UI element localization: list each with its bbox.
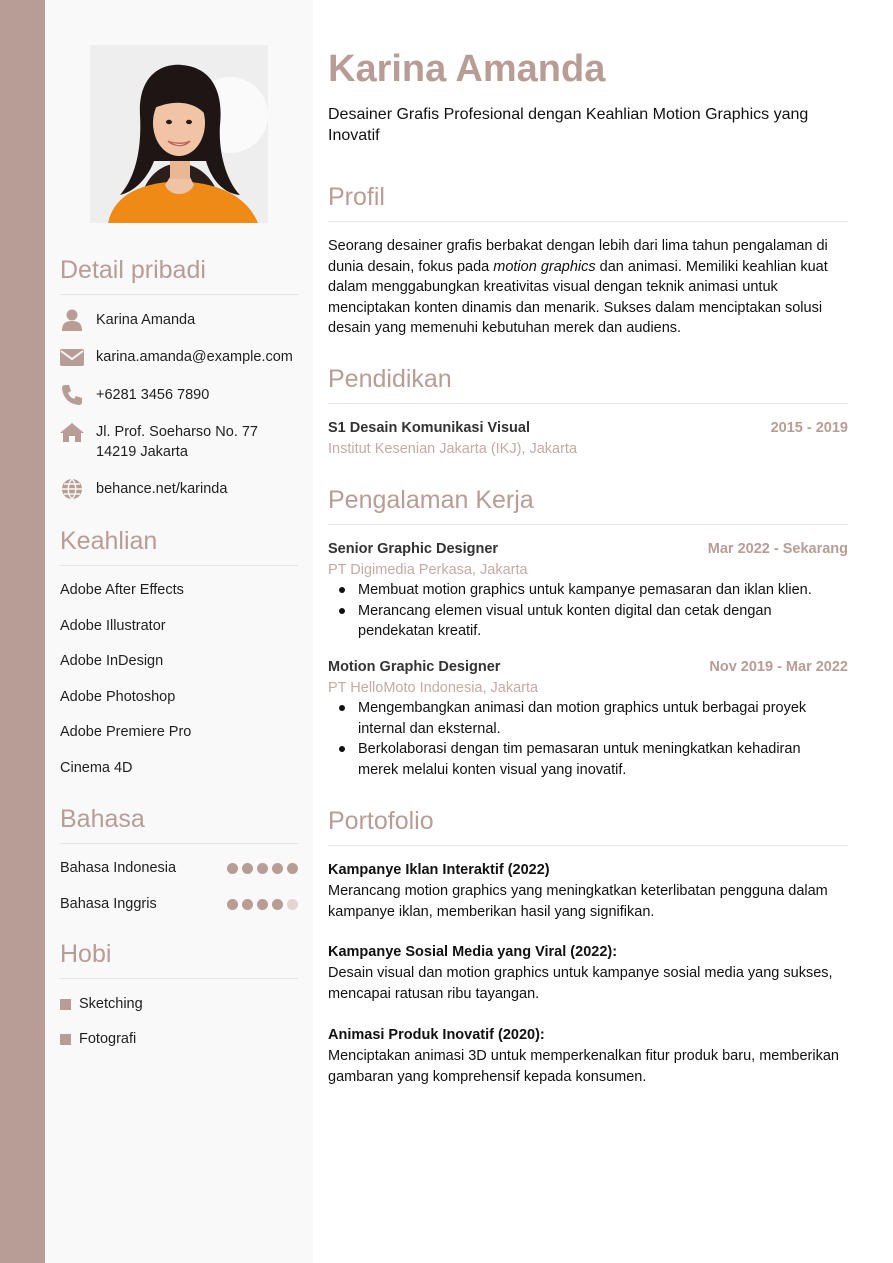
experience-title: Pengalaman Kerja: [328, 485, 848, 525]
detail-phone[interactable]: [60, 385, 300, 405]
square-bullet-icon: [60, 999, 71, 1010]
detail-address-text: Jl. Prof. Soeharso No. 77 14219 Jakarta: [96, 424, 258, 460]
level-dot-filled: [272, 863, 283, 874]
language-level: [227, 863, 298, 874]
bullet-item: Mengembangkan animasi dan motion graphics untuk berbagai proyek internal dan eksternal.: [328, 698, 843, 739]
language-row: [60, 894, 298, 914]
job-company: PT HelloMoto Indonesia, Jakarta: [328, 680, 539, 696]
level-dot-filled: [257, 899, 268, 910]
skill-item: Adobe Illustrator: [60, 618, 166, 634]
job-role: Senior Graphic Designer: [328, 541, 499, 557]
job-bullets: [328, 580, 843, 642]
job-dates: Mar 2022 - Sekarang: [707, 541, 848, 557]
profile-text-start: Seorang desainer grafis berbakat dengan lebih dari lima tahun pengalaman di dunia desain, fokus pada: [328, 238, 828, 275]
bullet-item: Membuat motion graphics untuk kampanye pemasaran dan iklan klien.: [328, 580, 843, 601]
headline: Desainer Grafis Profesional dengan Keahlian Motion Graphics yang Inovatif: [328, 106, 809, 144]
phone-icon: [60, 385, 84, 405]
profile-photo: [90, 45, 268, 223]
level-dot-filled: [242, 899, 253, 910]
profile-text-emphasis: motion graphics: [493, 258, 596, 275]
level-dot-filled: [227, 899, 238, 910]
level-dot-filled: [287, 863, 298, 874]
hobby-item: [60, 1029, 136, 1049]
portfolio-item-desc: Desain visual dan motion graphics untuk kampanye sosial media yang sukses, mencapai ratusan ribu tayangan.: [328, 965, 833, 1002]
level-dot-filled: [257, 863, 268, 874]
globe-icon: [60, 479, 84, 499]
detail-email[interactable]: [60, 347, 300, 367]
home-icon: [60, 422, 84, 442]
hobby-label: Sketching: [79, 996, 143, 1012]
experience-entry-header: [328, 657, 848, 677]
level-dot-empty: [287, 899, 298, 910]
bullet-item: Merancang elemen visual untuk konten digital dan cetak dengan pendekatan kreatif.: [328, 601, 843, 642]
education-degree: S1 Desain Komunikasi Visual: [328, 420, 531, 436]
portfolio-item-title: Kampanye Sosial Media yang Viral (2022):: [328, 944, 618, 960]
hobbies-title: Hobi: [60, 939, 298, 979]
languages-title: Bahasa: [60, 804, 298, 844]
skills-title: Keahlian: [60, 526, 298, 566]
skill-item: Adobe Photoshop: [60, 689, 176, 705]
detail-phone-text: +6281 3456 7890: [96, 387, 210, 403]
details-title: Detail pribadi: [60, 255, 298, 295]
language-row: [60, 858, 298, 878]
skill-item: Cinema 4D: [60, 760, 133, 776]
square-bullet-icon: [60, 1034, 71, 1045]
detail-address: [60, 422, 300, 462]
education-school: Institut Kesenian Jakarta (IKJ), Jakarta: [328, 441, 578, 457]
accent-stripe: [0, 0, 45, 1263]
portfolio-title: Portofolio: [328, 806, 848, 846]
portfolio-item-title: Animasi Produk Inovatif (2020):: [328, 1027, 545, 1043]
detail-website-text: behance.net/karinda: [96, 481, 228, 497]
user-icon: [60, 310, 84, 330]
hobby-label: Fotografi: [79, 1031, 137, 1047]
detail-name: [60, 310, 300, 330]
bullet-item: Berkolaborasi dengan tim pemasaran untuk meningkatkan kehadiran merek melalui konten visual yang inovatif.: [328, 739, 843, 780]
level-dot-filled: [242, 863, 253, 874]
portfolio-item-desc: Menciptakan animasi 3D untuk memperkenalkan fitur produk baru, memberikan gambaran yang komprehensif kepada konsumen.: [328, 1048, 839, 1085]
hobby-item: [60, 994, 143, 1014]
language-name: Bahasa Indonesia: [60, 860, 177, 876]
candidate-name: Karina Amanda: [328, 48, 606, 90]
detail-website[interactable]: [60, 479, 300, 499]
profile-text: [328, 236, 843, 339]
education-entry-header: [328, 418, 848, 438]
level-dot-filled: [272, 899, 283, 910]
language-name: Bahasa Inggris: [60, 896, 157, 912]
experience-entry-header: [328, 539, 848, 559]
profile-title: Profil: [328, 182, 848, 222]
profile-text-end: dan animasi. Memiliki keahlian kuat dalam menggabungkan kreativitas visual dengan teknik animasi untuk menciptakan konten dinamis dan menarik. Sukses dalam menciptakan solusi desain yang memenuhi kebutuhan merek dan audiens.: [328, 258, 828, 336]
education-years: 2015 - 2019: [770, 420, 848, 436]
skill-item: Adobe InDesign: [60, 653, 164, 669]
job-dates: Nov 2019 - Mar 2022: [709, 659, 848, 675]
level-dot-filled: [227, 863, 238, 874]
skill-item: Adobe After Effects: [60, 582, 184, 598]
detail-name-text: Karina Amanda: [96, 312, 196, 328]
job-role: Motion Graphic Designer: [328, 659, 501, 675]
detail-email-text: karina.amanda@example.com: [96, 349, 293, 365]
envelope-icon: [60, 347, 84, 367]
education-title: Pendidikan: [328, 364, 848, 404]
portfolio-item-title: Kampanye Iklan Interaktif (2022): [328, 862, 550, 878]
portfolio-item-desc: Merancang motion graphics yang meningkatkan keterlibatan pengguna dalam kampanye iklan, memberikan hasil yang signifikan.: [328, 883, 828, 920]
job-company: PT Digimedia Perkasa, Jakarta: [328, 562, 528, 578]
job-bullets: [328, 698, 843, 780]
skill-item: Adobe Premiere Pro: [60, 724, 192, 740]
language-level: [227, 899, 298, 910]
